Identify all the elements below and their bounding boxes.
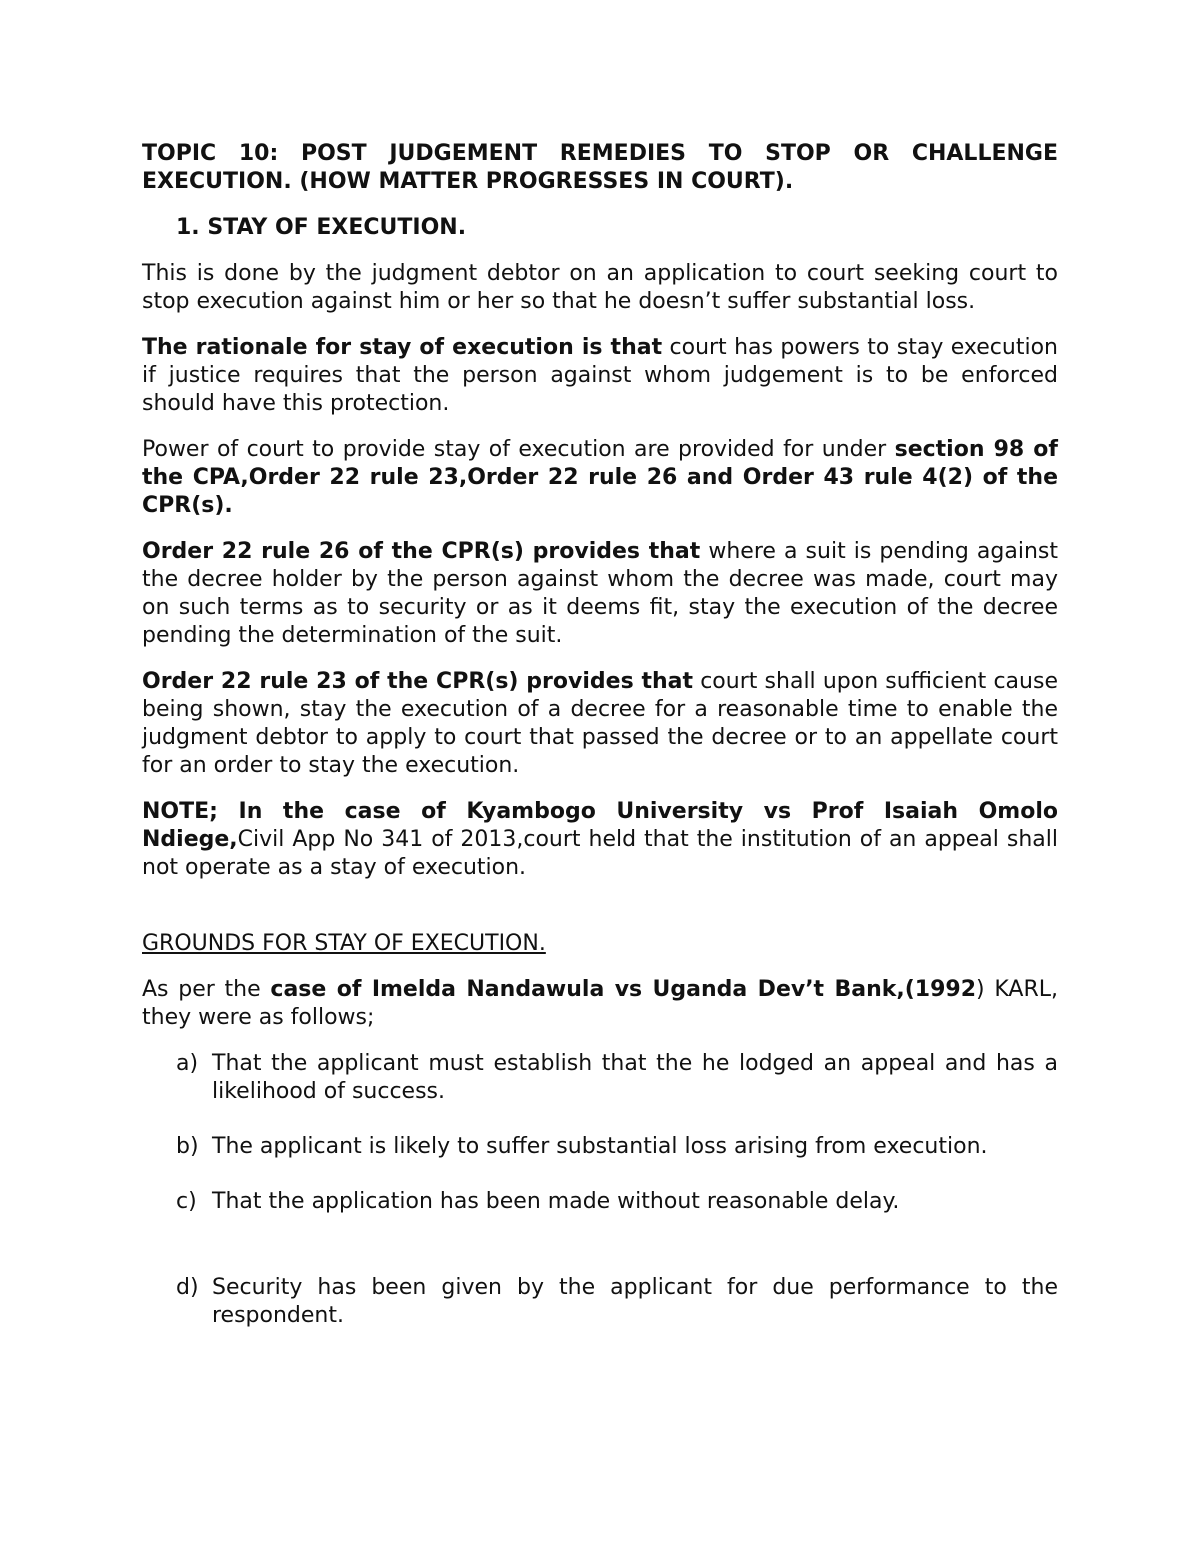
paragraph-order-22-rule-26 [142,538,1058,650]
note-text: Civil App No 341 of 2013,court held that the institution of an appeal shall not operate as a stay of execution. [142,827,1058,880]
grounds-intro [142,976,1058,1032]
list-marker: d) [176,1275,199,1300]
document-body [142,140,1058,1330]
rationale-lead: The rationale for stay of execution is that [142,335,663,360]
paragraph-note [142,798,1058,882]
paragraph-power-of-court [142,436,1058,520]
list-item [142,1133,1058,1161]
power-text: Power of court to provide stay of execution are provided for under [142,437,895,462]
order26-text: where a suit is pending against the decree holder by the person against whom the decree was made, court may on such terms as to security or as it deems fit, stay the execution of the decree pending the determination of the suit. [142,539,1058,648]
note-lead: NOTE; In the case of Kyambogo University vs Prof Isaiah Omolo Ndiege, [142,799,1058,852]
list-item-text: That the applicant must establish that the he lodged an appeal and has a likelihood of success. [212,1051,1058,1104]
grounds-heading: GROUNDS FOR STAY OF EXECUTION. [142,931,546,956]
document-title: TOPIC 10: POST JUDGEMENT REMEDIES TO STOP OR CHALLENGE EXECUTION. (HOW MATTER PROGRESSES IN COURT). [142,141,1058,194]
grounds-intro-pre: As per the [142,977,271,1002]
list-item [142,1274,1058,1330]
grounds-intro-case: case of Imelda Nandawula vs Uganda Dev’t Bank,(1992 [270,977,977,1002]
grounds-list [142,1050,1058,1330]
order23-lead: Order 22 rule 23 of the CPR(s) provides that [142,669,694,694]
order23-text: court shall upon sufficient cause being shown, stay the execution of a decree for a reasonable time to enable the judgment debtor to apply to court that passed the decree or to an appellate court for an order to stay the execution. [142,669,1058,778]
list-marker: b) [176,1134,199,1159]
power-citation: section 98 of the CPA,Order 22 rule 23,Order 22 rule 26 and Order 43 rule 4(2) of the CPR(s). [142,437,1058,518]
paragraph-intro: This is done by the judgment debtor on an application to court seeking court to stop execution against him or her so that he doesn’t suffer substantial loss. [142,261,1058,314]
paragraph-order-22-rule-23 [142,668,1058,780]
rationale-text: court has powers to stay execution if justice requires that the person against whom judgement is to be enforced should have this protection. [142,335,1058,416]
list-item [142,1050,1058,1106]
list-marker: c) [176,1189,197,1214]
order26-lead: Order 22 rule 26 of the CPR(s) provides that [142,539,701,564]
list-item-text: That the application has been made without reasonable delay. [212,1189,900,1214]
grounds-intro-post: ) KARL, they were as follows; [142,977,1059,1030]
paragraph-rationale [142,334,1058,418]
list-item [142,1188,1058,1216]
section-heading-stay-of-execution: 1. STAY OF EXECUTION. [176,215,467,240]
list-item-text: Security has been given by the applicant for due performance to the respondent. [212,1275,1058,1328]
list-item-text: The applicant is likely to suffer substantial loss arising from execution. [212,1134,988,1159]
list-marker: a) [176,1051,199,1076]
